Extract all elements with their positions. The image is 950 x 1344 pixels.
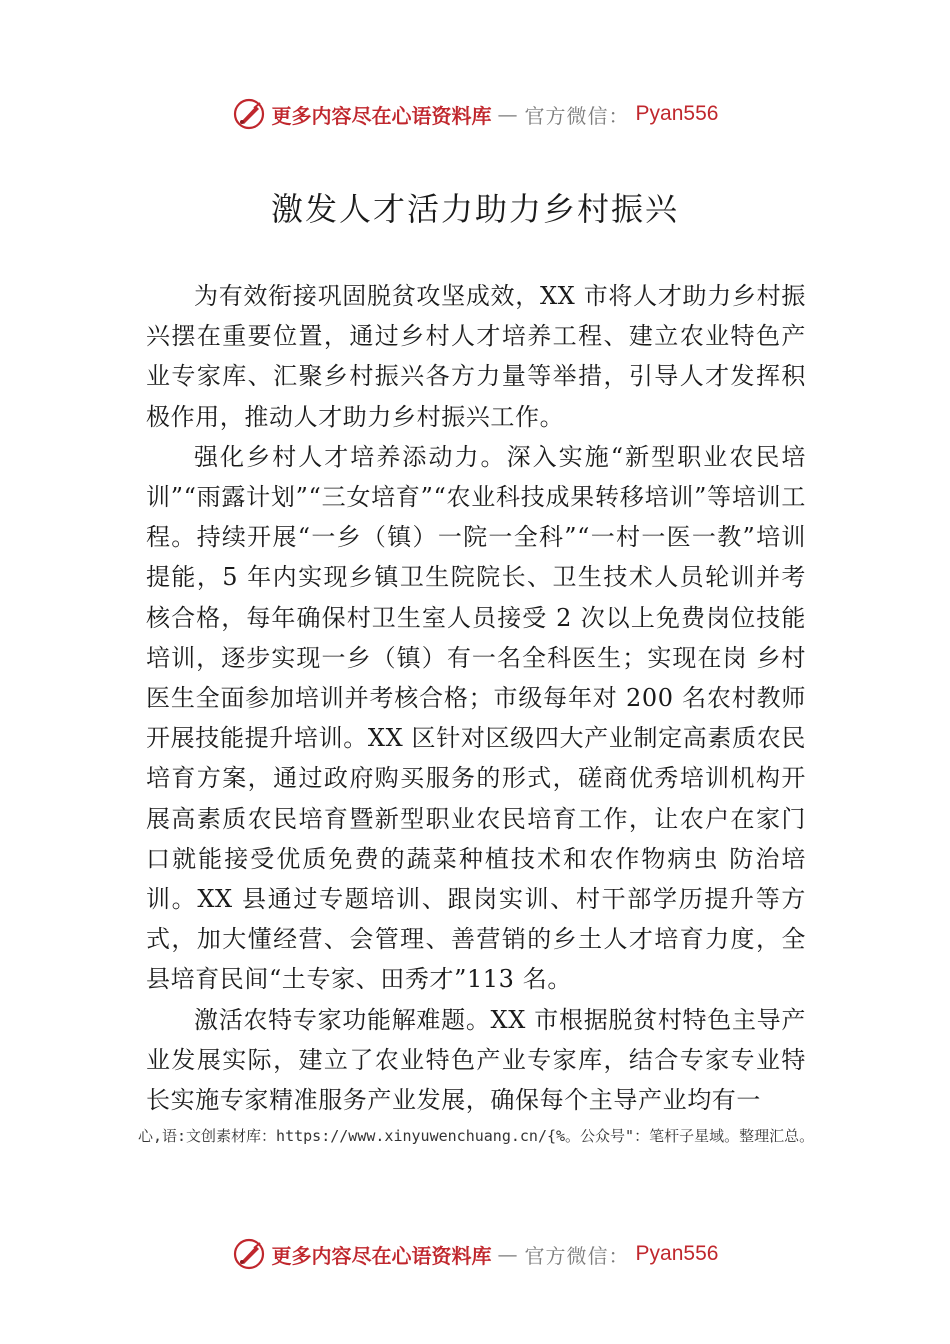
document-title: 激发人才活力助力乡村振兴 xyxy=(270,190,679,228)
banner-separator: — xyxy=(497,102,519,126)
source-footnote: 心,语:文创素材库：https://www.xinyuwenchuang.cn/{%。公众号"：笔杆子星域。整理汇总。 xyxy=(138,1127,815,1145)
banner-wechat-id: Pyan556 xyxy=(635,1242,719,1265)
banner-separator: — xyxy=(497,1242,519,1266)
footer-banner xyxy=(0,1236,950,1272)
quill-logo-icon xyxy=(232,1237,266,1271)
banner-brand-text: 更多内容尽在心语资料库 xyxy=(271,103,492,128)
paragraph: 激活农特专家功能解难题。XX 市根据脱贫村特色主导产业发展实际，建立了农业特色产业专家库，结合专家专业特长实施专家精准服务产业发展，确保每个主导产业均有一 xyxy=(146,1005,806,1115)
banner-brand-text: 更多内容尽在心语资料库 xyxy=(271,1243,492,1268)
paragraph: 为有效衔接巩固脱贫攻坚成效，XX 市将人才助力乡村振兴摆在重要位置，通过乡村人才培养工程、建立农业特色产业专家库、汇聚乡村振兴各方力量等举措，引导人才发挥积极作用，推动人才助力乡村振兴工作。 xyxy=(146,282,806,431)
banner-wechat-label: 官方微信： xyxy=(524,1243,630,1268)
banner-wechat-label: 官方微信： xyxy=(524,103,630,128)
paragraph: 强化乡村人才培养添动力。深入实施“新型职业农民培训”“雨露计划”“三女培育”“农业科技成果转移培训”等培训工程。持续开展“一乡（镇）一院一全科”“一村一医一教”培训提能，5 年内实现乡镇卫生院院长、卫生技术人员轮训并考核合格，每年确保村卫生室人员接受 2 次以上免费岗位技能培训，逐步实现一乡（镇）有一名全科医生；实现在岗 乡村医生全面参加培训并考核合格；市级每年对 200 名农村教师开展技能提升培训。XX 区针对区级四大产业制定高素质农民培育方案，通过政府购买服务的形式，磋商优秀培训机构开展高素质农民培育暨新型职业农民培育工作，让农户在家门口就能接受优质免费的蔬菜种植技术和农作物病虫 防治培训。XX 县通过专题培训、跟岗实训、村干部学历提升等方式，加大懂经营、会管理、善营销的乡土人才培育力度，全县培育民间“土专家、田秀才”113 名。 xyxy=(146,442,806,994)
quill-logo-icon xyxy=(232,97,266,131)
header-banner xyxy=(0,96,950,132)
banner-wechat-id: Pyan556 xyxy=(635,102,719,125)
document-body xyxy=(146,276,806,1120)
